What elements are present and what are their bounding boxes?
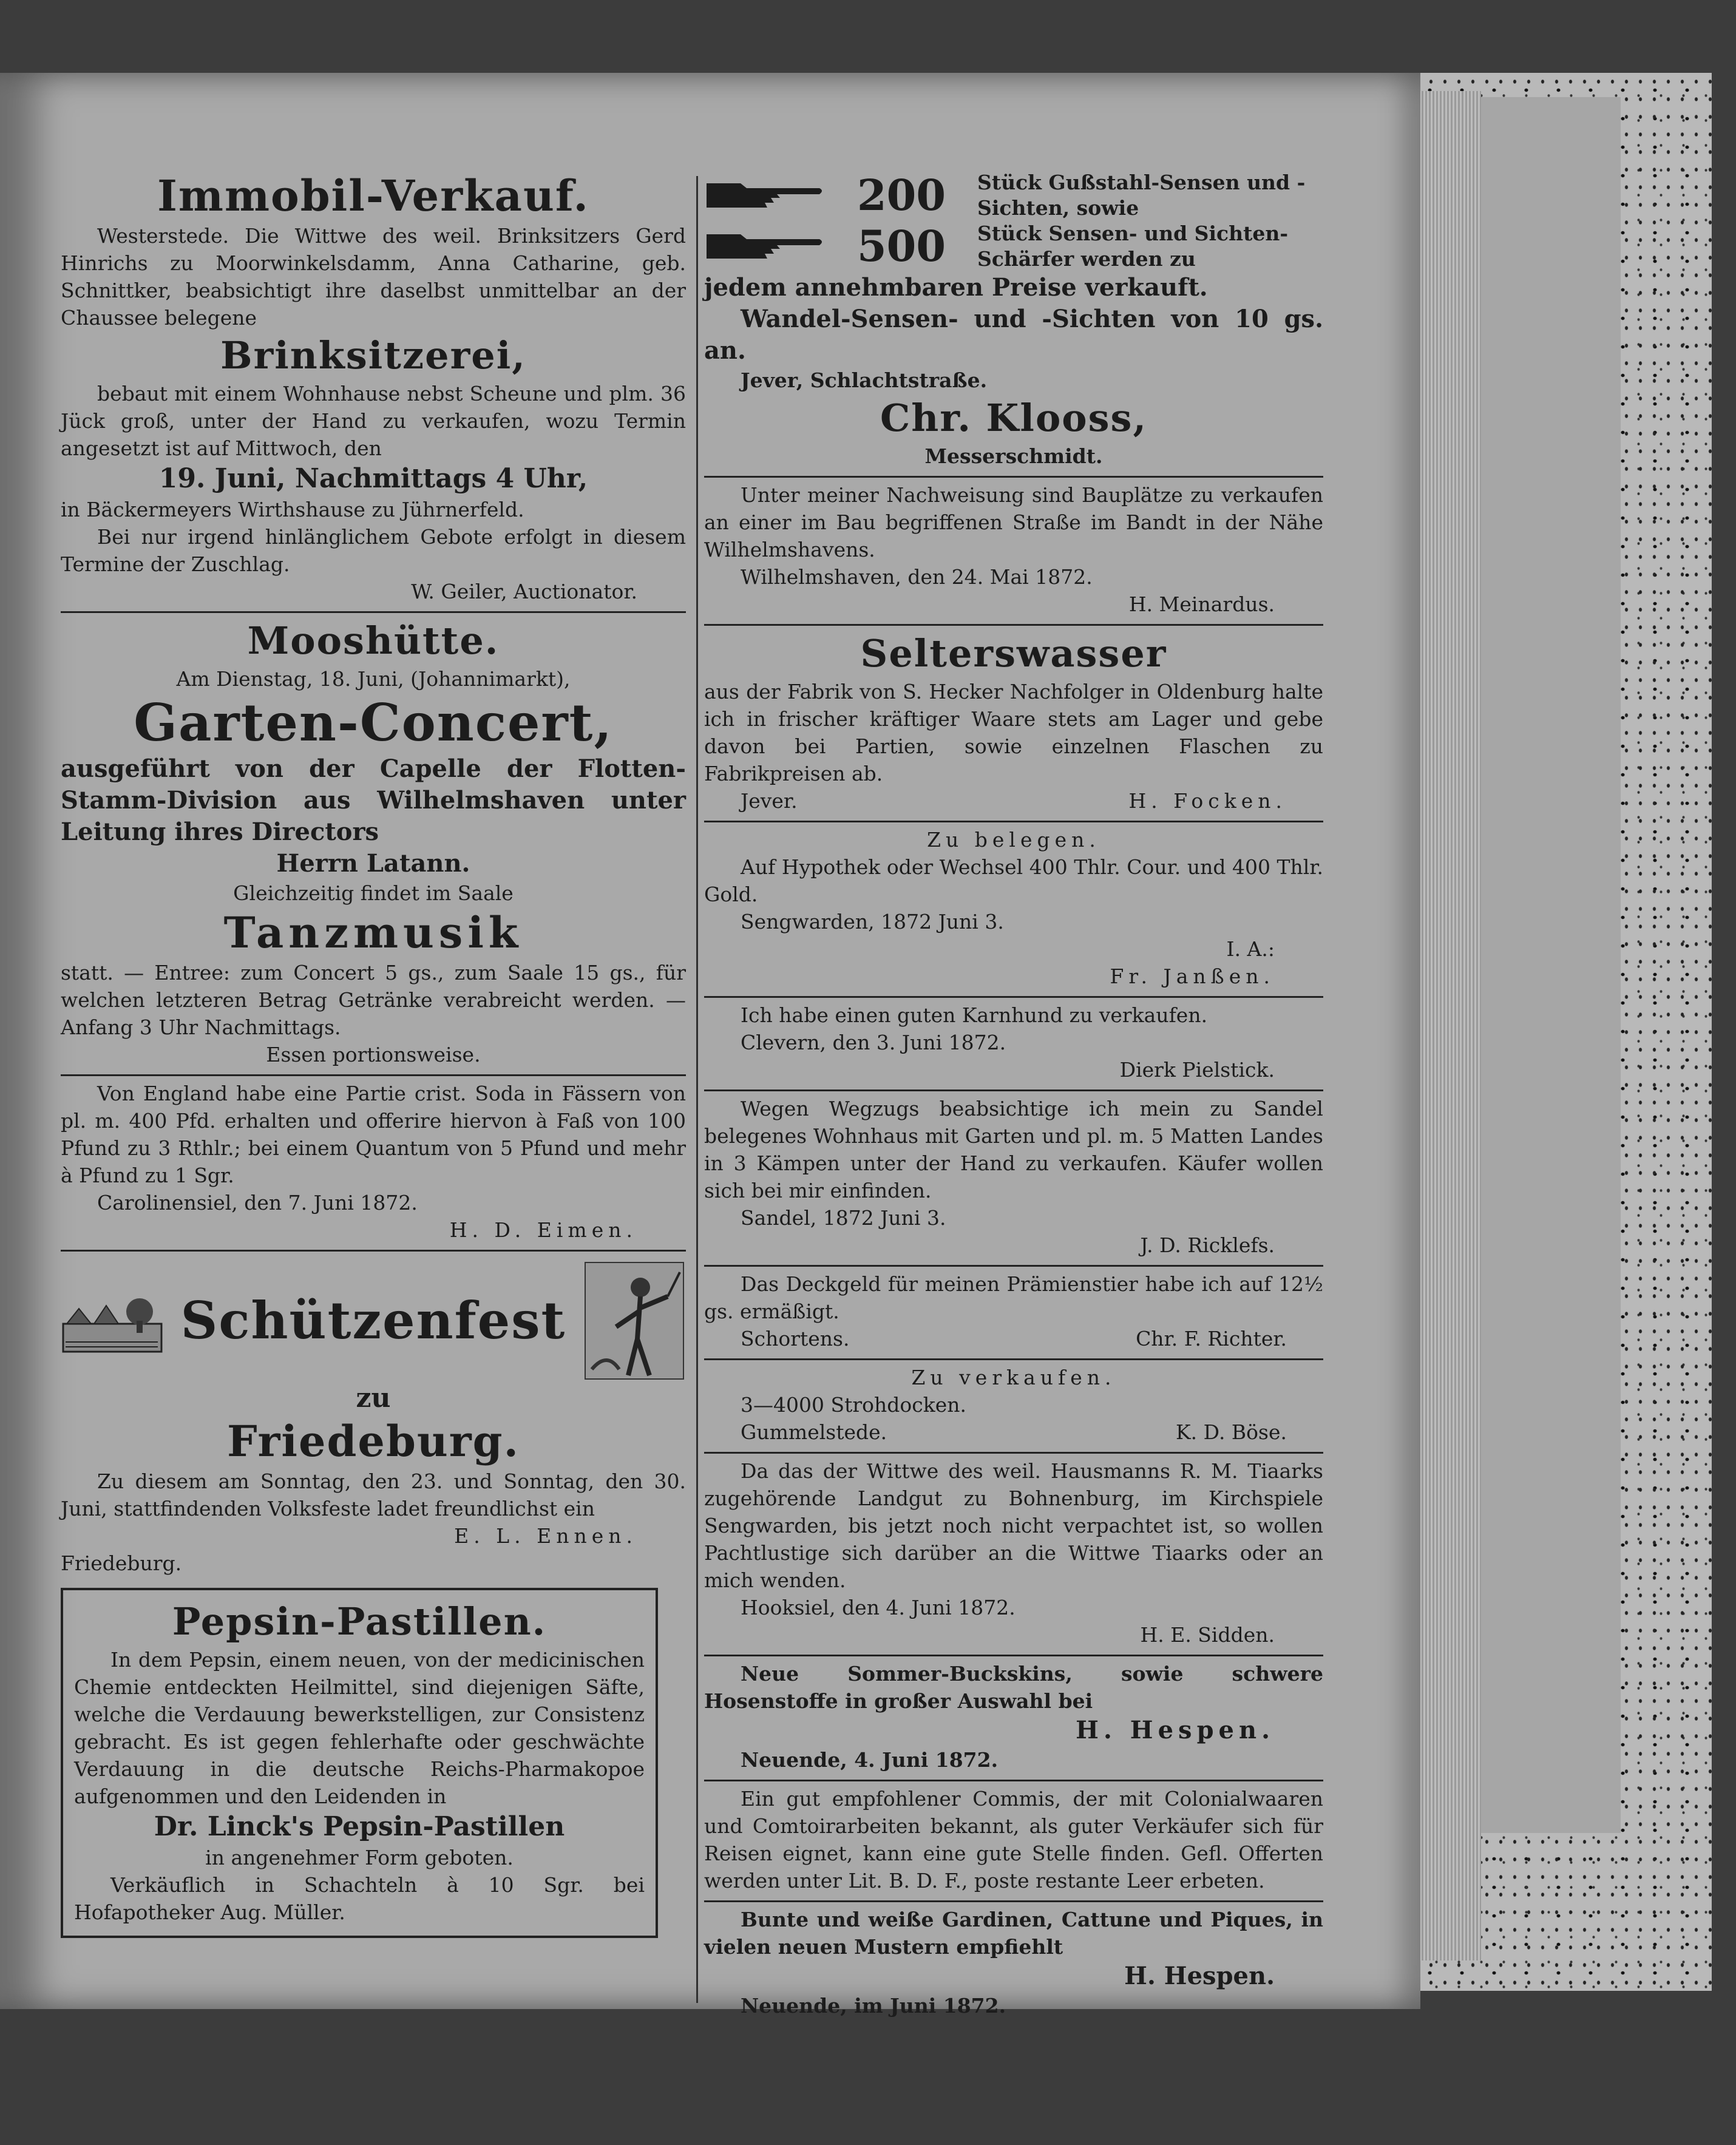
ad-title: Zu belegen. xyxy=(927,828,1100,852)
ad-signature: E. L. Ennen. xyxy=(454,1524,637,1548)
ad-body: in Bäckermeyers Wirthshause zu Jührnerfeld. xyxy=(61,498,524,521)
ad-footer xyxy=(704,787,1323,815)
ad-strohdocken xyxy=(704,1364,1323,1446)
ad-subtitle: Brinksitzerei, xyxy=(220,333,526,378)
ad-wohnhaus xyxy=(704,1095,1323,1259)
ad-signature: Dierk Pielstick. xyxy=(1119,1058,1275,1082)
ad-footer xyxy=(704,1418,1323,1446)
ad-title: Pepsin-Pastillen. xyxy=(172,1599,547,1644)
divider xyxy=(61,611,686,613)
ad-body: Verkäuflich in Schachteln à 10 Sgr. bei Hofapotheker Aug. Müller. xyxy=(74,1873,645,1924)
divider xyxy=(61,1250,686,1252)
ad-text: Stück Sensen- und Sichten-Schärfer werden zu xyxy=(977,222,1289,271)
ad-body: Da das der Wittwe des weil. Hausmanns R. M. Tiaarks zugehörende Landgut zu Bohnenburg, im Kirchspiele Sengwarden, bis jetzt noch nicht verpachtet ist, so wollen Pachtlustige sich darüber an die Wittwe Tiaarks oder an mich wenden. xyxy=(704,1459,1323,1592)
ad-product: Dr. Linck's Pepsin-Pastillen xyxy=(154,1811,565,1842)
ad-date: 19. Juni, Nachmittags 4 Uhr, xyxy=(158,463,588,494)
ad-place: Friedeburg. xyxy=(61,1551,182,1575)
ad-footer xyxy=(704,1325,1323,1352)
ad-body: Westerstede. Die Wittwe des weil. Brinksitzers Gerd Hinrichs zu Moorwinkelsdamm, Anna Catharine, geb. Schnittker, beabsichtigt ihre daselbst unmittelbar an der Chaussee belegene xyxy=(61,224,686,330)
ad-mooshuette xyxy=(61,617,686,1068)
ad-body: statt. — Entree: zum Concert 5 gs., zum Saale 15 gs., für welchen letzteren Betrag Getränke verabreicht werden. — Anfang 3 Uhr Nachmittags. xyxy=(61,961,686,1039)
ad-title: Zu verkaufen. xyxy=(911,1366,1116,1389)
ad-signature: H. E. Sidden. xyxy=(1140,1623,1275,1647)
ad-title: Mooshütte. xyxy=(247,618,500,663)
ad-body: Das Deckgeld für meinen Prämienstier habe ich auf 12½ gs. ermäßigt. xyxy=(704,1272,1323,1323)
ad-signature: H. Meinardus. xyxy=(1128,592,1275,616)
column-separator xyxy=(696,176,698,2003)
divider xyxy=(704,1900,1323,1902)
ad-selterswasser xyxy=(704,629,1323,815)
ad-deckgeld xyxy=(704,1270,1323,1352)
ad-body: 3—4000 Strohdocken. xyxy=(741,1393,966,1417)
page-edges xyxy=(1414,91,1481,1960)
ad-buckskins xyxy=(704,1660,1323,1774)
pointing-hand-icon xyxy=(704,180,826,211)
ad-signature: Chr. F. Richter. xyxy=(1136,1327,1287,1350)
ad-body: Bei nur irgend hinlänglichem Gebote erfolgt in diesem Termine der Zuschlag. xyxy=(61,525,686,576)
ad-place: Sandel, 1872 Juni 3. xyxy=(741,1206,946,1230)
ad-text: jedem annehmbaren Preise verkauft. xyxy=(704,273,1208,302)
ad-place: Hooksiel, den 4. Juni 1872. xyxy=(741,1596,1015,1619)
ad-body: bebaut mit einem Wohnhause nebst Scheune und plm. 36 Jück groß, unter der Hand zu verkaufen, wozu Termin angesetzt ist auf Mittwoch, den xyxy=(61,382,686,460)
ad-signature: J. D. Ricklefs. xyxy=(1140,1233,1275,1257)
ad-body: Neue Sommer-Buckskins, sowie schwere Hosenstoffe in großer Auswahl bei xyxy=(704,1662,1323,1713)
village-illustration-icon xyxy=(61,1287,164,1354)
ad-ia: I. A.: xyxy=(1226,937,1275,961)
book-cover-inner xyxy=(1469,97,1621,1833)
marksman-illustration-icon xyxy=(583,1260,686,1381)
ad-director: Herrn Latann. xyxy=(276,849,470,878)
ad-signature: K. D. Böse. xyxy=(1176,1420,1287,1444)
divider xyxy=(704,1780,1323,1781)
ad-signature: Fr. Janßen. xyxy=(1110,964,1275,988)
ad-body: Bunte und weiße Gardinen, Cattune und Piques, in vielen neuen Mustern empfiehlt xyxy=(704,1908,1323,1959)
ad-line: Gleichzeitig findet im Saale xyxy=(233,881,514,905)
ad-pepsin xyxy=(61,1588,658,1938)
ad-body: In dem Pepsin, einem neuen, von der medicinischen Chemie entdeckten Heilmittel, sind diejenigen Säfte, welche die Verdauung bewerkstelligen, zur Consistenz gebracht. Es ist gegen fehlerhafte oder geschwächte Verdauung in die deutsche Reichs-Pharmakopoe aufgenommen und den Leidenden in xyxy=(74,1648,645,1808)
ad-place: Wilhelmshaven, den 24. Mai 1872. xyxy=(741,565,1093,589)
ad-signature: H. D. Eimen. xyxy=(449,1218,637,1242)
ad-landgut xyxy=(704,1457,1323,1649)
ad-headline: Tanzmusik xyxy=(223,907,523,958)
divider xyxy=(704,1655,1323,1656)
pointing-hand-icon xyxy=(704,231,826,262)
ad-place-title: Friedeburg. xyxy=(227,1416,520,1466)
ad-body: Auf Hypothek oder Wechsel 400 Thlr. Cour. und 400 Thlr. Gold. xyxy=(704,855,1323,906)
ad-place: Gummelstede. xyxy=(741,1420,887,1444)
ad-place: Jever, Schlachtstraße. xyxy=(741,368,988,392)
ad-number: 200 xyxy=(856,170,946,220)
divider xyxy=(704,1452,1323,1454)
ad-signature: H. Focken. xyxy=(1128,789,1287,813)
ad-immobil-verkauf xyxy=(61,170,686,605)
ad-place: Neuende, im Juni 1872. xyxy=(741,1994,1006,2018)
divider xyxy=(704,1358,1323,1360)
ad-place: Sengwarden, 1872 Juni 3. xyxy=(741,910,1004,934)
ad-headline: Garten-Concert, xyxy=(134,693,613,753)
divider xyxy=(704,821,1323,822)
ad-place: Neuende, 4. Juni 1872. xyxy=(741,1748,999,1772)
ad-line: in angenehmer Form geboten. xyxy=(205,1846,514,1869)
sensen-row-1 xyxy=(704,170,1323,221)
ad-gardinen xyxy=(704,1906,1323,2019)
ad-soda xyxy=(61,1080,686,1244)
ad-line: Essen portionsweise. xyxy=(266,1043,481,1066)
ad-place: Clevern, den 3. Juni 1872. xyxy=(741,1031,1006,1054)
ad-name: Chr. Klooss, xyxy=(880,396,1148,440)
ad-place: Schortens. xyxy=(741,1327,850,1350)
ad-body: Ich habe einen guten Karnhund zu verkaufen. xyxy=(741,1003,1208,1027)
ad-commis xyxy=(704,1785,1323,1894)
ad-role: Messerschmidt. xyxy=(924,444,1103,468)
ad-bauplaetze xyxy=(704,481,1323,618)
ad-body: ausgeführt von der Capelle der Flotten-Stamm-Division aus Wilhelmshaven unter Leitung ihres Directors xyxy=(61,754,686,846)
ad-body: Zu diesem am Sonntag, den 23. und Sonntag, den 30. Juni, stattfindenden Volksfeste ladet freundlichst ein xyxy=(61,1469,686,1520)
ad-body: Ein gut empfohlener Commis, der mit Colonialwaaren und Comtoirarbeiten bekannt, als guter Verkäufer sich für Reisen eignet, kann eine gute Stelle finden. Gefl. Offerten werden unter Lit. B. D. F., poste restante Leer erbeten. xyxy=(704,1787,1323,1893)
divider xyxy=(704,996,1323,998)
ad-line: Am Dienstag, 18. Juni, (Johannimarkt), xyxy=(176,667,571,691)
ad-body: Wegen Wegzugs beabsichtige ich mein zu Sandel belegenes Wohnhaus mit Garten und pl. m. 5 Matten Landes in 3 Kämpen unter der Hand zu verkaufen. Käufer wollen sich bei mir einfinden. xyxy=(704,1097,1323,1202)
ad-title: Immobil-Verkauf. xyxy=(157,171,589,221)
ad-signature: W. Geiler, Auctionator. xyxy=(411,580,637,603)
ad-line: zu xyxy=(356,1383,391,1414)
divider xyxy=(61,1074,686,1076)
ad-body: aus der Fabrik von S. Hecker Nachfolger in Oldenburg halte ich in frischer kräftiger Waare stets am Lager und gebe davon bei Partien, sowie einzelnen Flaschen zu Fabrikpreisen ab. xyxy=(704,680,1323,785)
ad-number: 500 xyxy=(856,221,946,271)
ad-schuetzenfest xyxy=(61,1260,686,1577)
ad-hypothek xyxy=(704,826,1323,990)
divider xyxy=(704,1089,1323,1091)
left-column xyxy=(61,170,686,1938)
ad-signature: H. Hespen. xyxy=(1076,1716,1275,1744)
ad-karnhund xyxy=(704,1001,1323,1083)
right-column xyxy=(704,170,1323,2019)
divider xyxy=(704,476,1323,478)
divider xyxy=(704,624,1323,626)
ad-title: Schützenfest xyxy=(180,1290,566,1350)
schuetzenfest-banner xyxy=(61,1260,686,1381)
ad-title: Selterswasser xyxy=(860,631,1167,676)
sensen-row-2 xyxy=(704,221,1323,272)
ad-signature: H. Hespen. xyxy=(1124,1962,1275,1990)
ad-place: Carolinensiel, den 7. Juni 1872. xyxy=(97,1191,418,1215)
ad-body: Wandel-Sensen- und -Sichten von 10 gs. an. xyxy=(704,305,1323,365)
ad-text: Stück Gußstahl-Sensen und -Sichten, sowie xyxy=(977,171,1306,220)
ad-sensen xyxy=(704,170,1323,470)
ad-body: Unter meiner Nachweisung sind Bauplätze zu verkaufen an einer im Bau begriffenen Straße im Bandt in der Nähe Wilhelmshavens. xyxy=(704,483,1323,561)
ad-body: Von England habe eine Partie crist. Soda in Fässern von pl. m. 400 Pfd. erhalten und offerire hiervon à Faß von 100 Pfund zu 3 Rthlr.; bei einem Quantum von 5 Pfund und mehr à Pfund zu 1 Sgr. xyxy=(61,1082,686,1187)
ad-place: Jever. xyxy=(741,789,798,813)
divider xyxy=(704,1265,1323,1267)
newspaper-page xyxy=(0,73,1420,2018)
